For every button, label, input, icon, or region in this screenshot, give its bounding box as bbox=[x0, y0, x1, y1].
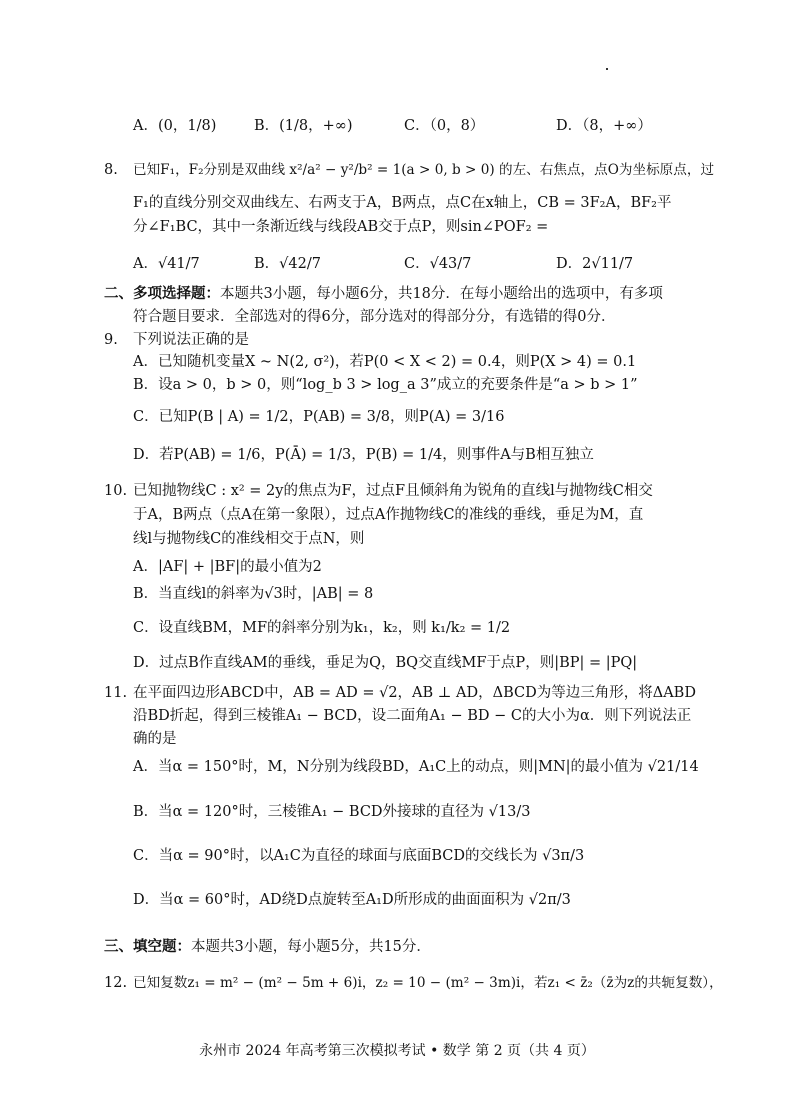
q11-option-d: D．当α = 60°时，AD绕D点旋转至A₁D所形成的曲面面积为 √2π/3 bbox=[133, 892, 571, 908]
section-2-header bbox=[104, 284, 663, 304]
q11-line-2: 沿BD折起，得到三棱锥A₁ − BCD，设二面角A₁ − BD − C的大小为α．则下列说法正 bbox=[133, 708, 692, 724]
q8-line-2: F₁的直线分别交双曲线左、右两支于A，B两点，点C在x轴上，CB = 3F₂A，BF₂平 bbox=[133, 195, 672, 211]
q11-option-b: B．当α = 120°时，三棱锥A₁ − BCD外接球的直径为 √13/3 bbox=[133, 804, 531, 820]
q11-option-a: A．当α = 150°时，M，N分别为线段BD，A₁C上的动点，则|MN|的最小值为 √21/14 bbox=[133, 759, 699, 775]
q10-line-3: 线l与抛物线C的准线相交于点N，则 bbox=[133, 531, 365, 547]
q11-number: 11. bbox=[104, 685, 128, 701]
q10-number: 10. bbox=[104, 483, 128, 499]
section-3-title: 三、填空题： bbox=[104, 938, 191, 955]
q8-option-c: C．√43/7 bbox=[404, 256, 472, 272]
q8-option-b: B．√42/7 bbox=[254, 256, 321, 272]
section-2-text-1: 本题共3小题，每小题6分，共18分．在每小题给出的选项中，有多项 bbox=[220, 286, 663, 302]
q8-line-1: 已知F₁，F₂分别是双曲线 x²/a² − y²/b² = 1(a > 0, b > 0) 的左、右焦点，点O为坐标原点，过 bbox=[133, 162, 715, 178]
q9-option-d: D．若P(AB) = 1/6，P(Ā) = 1/3，P(B) = 1/4，则事件A与B相互独立 bbox=[133, 447, 594, 463]
page-footer: 永州市 2024 年高考第三次模拟考试 • 数学 第 2 页（共 4 页） bbox=[199, 1043, 595, 1059]
q9-number: 9. bbox=[104, 332, 118, 348]
q9-stem: 下列说法正确的是 bbox=[133, 332, 249, 348]
q10-line-1: 已知抛物线C : x² = 2y的焦点为F，过点F且倾斜角为锐角的直线l与抛物线C相交 bbox=[133, 483, 653, 499]
q12-number: 12. bbox=[104, 975, 128, 991]
q12-line-1: 已知复数z₁ = m² − (m² − 5m + 6)i，z₂ = 10 − (m² − 3m)i，若z₁ < z̄₂（z̄为z的共轭复数）， bbox=[133, 975, 723, 991]
scan-dot bbox=[606, 68, 608, 70]
q9-option-a: A．已知随机变量X ~ N(2, σ²)，若P(0 < X < 2) = 0.4，则P(X > 4) = 0.1 bbox=[133, 354, 637, 370]
section-3-text: 本题共3小题，每小题5分，共15分． bbox=[191, 939, 431, 955]
q8-option-d: D．2√11/7 bbox=[556, 256, 634, 272]
q11-option-c: C．当α = 90°时，以A₁C为直径的球面与底面BCD的交线长为 √3π/3 bbox=[133, 848, 585, 864]
section-3-header bbox=[104, 937, 431, 957]
q11-line-3: 确的是 bbox=[133, 731, 177, 747]
q10-option-d: D．过点B作直线AM的垂线，垂足为Q，BQ交直线MF于点P，则|BP| = |PQ| bbox=[133, 655, 638, 671]
q11-line-1: 在平面四边形ABCD中，AB = AD = √2，AB ⊥ AD，ΔBCD为等边三角形，将ΔABD bbox=[133, 685, 696, 701]
q7-option-b: B．(1/8，+∞) bbox=[254, 118, 353, 134]
section-2-text-2: 符合题目要求．全部选对的得6分，部分选对的得部分分，有选错的得0分． bbox=[133, 309, 616, 325]
q8-number: 8. bbox=[104, 162, 118, 178]
q10-option-a: A．|AF| + |BF|的最小值为2 bbox=[133, 559, 322, 575]
q9-option-b: B．设a > 0，b > 0，则“log_b 3 > log_a 3”成立的充要条件是“a > b > 1” bbox=[133, 377, 638, 393]
q9-option-c: C．已知P(B | A) = 1/2，P(AB) = 3/8，则P(A) = 3/16 bbox=[133, 409, 505, 425]
q8-line-3: 分∠F₁BC，其中一条渐近线与线段AB交于点P，则sin∠POF₂ = bbox=[133, 219, 549, 235]
q7-option-c: C．（0，8） bbox=[404, 118, 485, 134]
q7-option-d: D．（8，+∞） bbox=[556, 118, 652, 134]
q7-option-a: A．(0，1/8) bbox=[133, 118, 217, 134]
q10-option-c: C．设直线BM，MF的斜率分别为k₁，k₂，则 k₁/k₂ = 1/2 bbox=[133, 620, 511, 636]
q10-line-2: 于A，B两点（点A在第一象限），过点A作抛物线C的准线的垂线，垂足为M，直 bbox=[133, 507, 644, 523]
q8-option-a: A．√41/7 bbox=[133, 256, 200, 272]
section-2-title: 二、多项选择题： bbox=[104, 285, 220, 302]
q10-option-b: B．当直线l的斜率为√3时，|AB| = 8 bbox=[133, 586, 374, 602]
